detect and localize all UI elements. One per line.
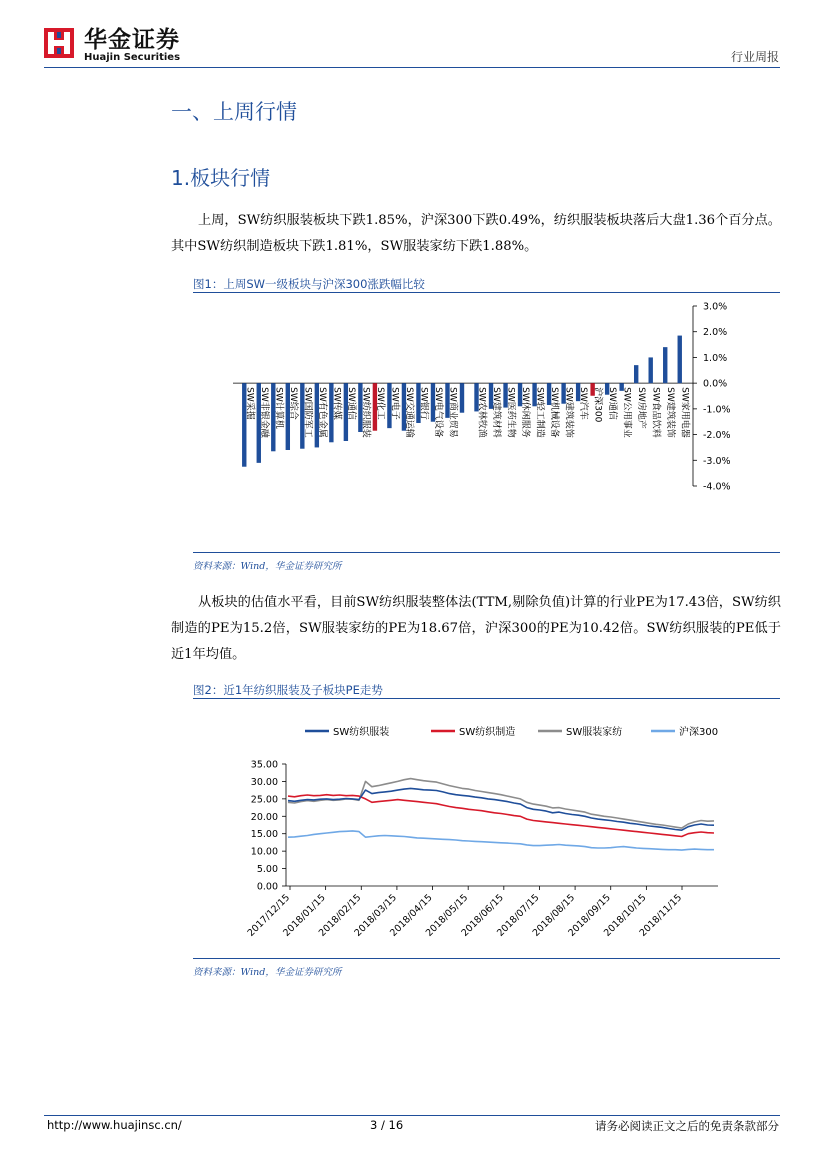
y-tick-label: -3.0% (703, 455, 731, 467)
figure-2-source: 资料来源：Wind，华金证券研究所 (193, 967, 342, 978)
figure-2-title: 图2：近1年纺织服装及子板块PE走势 (193, 683, 383, 697)
category-label: SW商业贸易 (447, 387, 458, 438)
y-tick-label: 15.00 (250, 829, 278, 841)
y-tick-label: -4.0% (703, 481, 731, 493)
legend-label: 沪深300 (679, 727, 719, 738)
category-label: SW电气设备 (432, 387, 443, 438)
category-label: SW采掘 (244, 387, 255, 420)
category-label: SW建筑装饰 (665, 387, 676, 438)
category-label: SW建筑材料 (491, 387, 502, 438)
category-label: SW建筑装饰 (563, 387, 574, 438)
category-label: SW轻工制造 (534, 387, 545, 438)
y-tick-label: 2.0% (703, 327, 728, 339)
category-label: SW电子 (389, 387, 400, 420)
y-tick-label: 0.0% (703, 378, 728, 390)
footer-divider (44, 1115, 780, 1116)
footer-url-link[interactable]: http://www.huajinsc.cn/ (47, 1118, 182, 1132)
bar-chart (193, 294, 780, 550)
category-label: SW化工 (374, 387, 385, 420)
y-tick-label: 30.00 (250, 776, 278, 788)
figure-1-title: 图1：上周SW一级板块与沪深300涨跌幅比较 (193, 277, 425, 291)
huajin-logo-icon (44, 28, 74, 58)
category-label: SW房地产 (636, 387, 647, 429)
figure-1-source: 资料来源：Wind，华金证券研究所 (193, 561, 342, 572)
x-tick-label: 2018/06/15 (459, 892, 506, 939)
section-title: 一、上周行情 (171, 100, 297, 124)
category-label: SW公用事业 (621, 387, 632, 438)
y-tick-label: 0.00 (256, 881, 278, 893)
series-line (288, 779, 714, 829)
bar (678, 336, 682, 384)
paragraph-2: 从板块的估值水平看，目前SW纺织服装整体法(TTM,剔除负值)计算的行业PE为17.43倍，SW纺织制造的PE为15.2倍，SW服装家纺的PE为18.67倍，沪深300的PE为10.42倍。SW纺织服装的PE低于近1年均值。 (171, 595, 781, 662)
brand-name-cn: 华金证券 (84, 27, 180, 53)
x-tick-label: 2018/03/15 (352, 892, 400, 939)
x-tick-label: 2018/07/15 (495, 892, 542, 939)
y-tick-label: -2.0% (703, 430, 731, 442)
y-tick-label: 20.00 (250, 811, 278, 823)
y-tick-label: -1.0% (703, 404, 731, 416)
category-label: SW食品饮料 (650, 387, 661, 438)
category-label: SW农林牧渔 (476, 387, 487, 438)
category-label: SW综合 (287, 387, 298, 420)
bar (634, 365, 638, 383)
bar (460, 383, 464, 413)
category-label: SW交通运输 (403, 387, 414, 438)
category-label: SW纺织服装 (360, 387, 371, 438)
category-label: SW通信 (345, 387, 356, 420)
figure-2-bottom-rule (193, 958, 780, 959)
category-label: SW家用电器 (679, 387, 690, 438)
legend-label: SW服装家纺 (566, 727, 623, 738)
section-subtitle: 1.板块行情 (171, 166, 271, 190)
footer-disclaimer: 请务必阅读正文之后的免责条款部分 (595, 1119, 779, 1133)
category-label: SW计算机 (273, 387, 284, 429)
x-tick-label: 2018/11/15 (637, 892, 685, 939)
report-type: 行业周报 (730, 50, 779, 64)
y-tick-label: 5.00 (256, 864, 278, 876)
category-label: SW机械设备 (549, 387, 560, 438)
x-tick-label: 2018/02/15 (316, 892, 364, 939)
figure-1-bottom-rule (193, 552, 780, 553)
brand-name-en: Huajin Securities (84, 52, 181, 63)
x-tick-label: 2018/04/15 (388, 892, 435, 939)
category-label: SW非银金融 (258, 387, 269, 438)
y-tick-label: 1.0% (703, 352, 728, 364)
y-tick-label: 3.0% (703, 301, 728, 313)
y-tick-label: 35.00 (250, 759, 278, 771)
bar (649, 357, 653, 383)
category-label: SW休闲服务 (520, 387, 531, 438)
category-label: SW国防军工 (302, 387, 313, 438)
y-tick-label: 10.00 (250, 846, 278, 858)
x-tick-label: 2018/10/15 (601, 892, 649, 939)
bar (663, 347, 667, 383)
x-tick-label: 2017/12/15 (245, 892, 293, 939)
paragraph-1: 上周，SW纺织服装板块下跌1.85%，沪深300下跌0.49%，纺织服装板块落后大盘1.36个百分点。其中SW纺织制造板块下跌1.81%，SW服装家纺下跌1.88%。 (171, 213, 781, 254)
line-chart (193, 700, 780, 956)
x-tick-label: 2018/08/15 (530, 892, 578, 939)
figure-2-top-rule (193, 698, 780, 699)
header-divider (44, 67, 780, 68)
category-label: SW汽车 (578, 387, 589, 420)
figure-1-top-rule (193, 292, 780, 293)
legend-label: SW纺织制造 (459, 727, 516, 738)
page-number: 3 / 16 (370, 1118, 404, 1132)
category-label: SW医药生物 (505, 387, 516, 438)
x-tick-label: 2018/09/15 (566, 892, 613, 939)
category-label: 沪深300 (592, 387, 603, 423)
x-tick-label: 2018/01/15 (281, 892, 328, 939)
category-label: SW通信 (607, 387, 618, 420)
category-label: SW传媒 (331, 387, 342, 420)
category-label: SW有色金属 (316, 387, 327, 438)
y-tick-label: 25.00 (250, 794, 278, 806)
x-tick-label: 2018/05/15 (423, 892, 471, 939)
legend-label: SW纺织服装 (333, 727, 390, 738)
category-label: SW银行 (418, 387, 429, 420)
